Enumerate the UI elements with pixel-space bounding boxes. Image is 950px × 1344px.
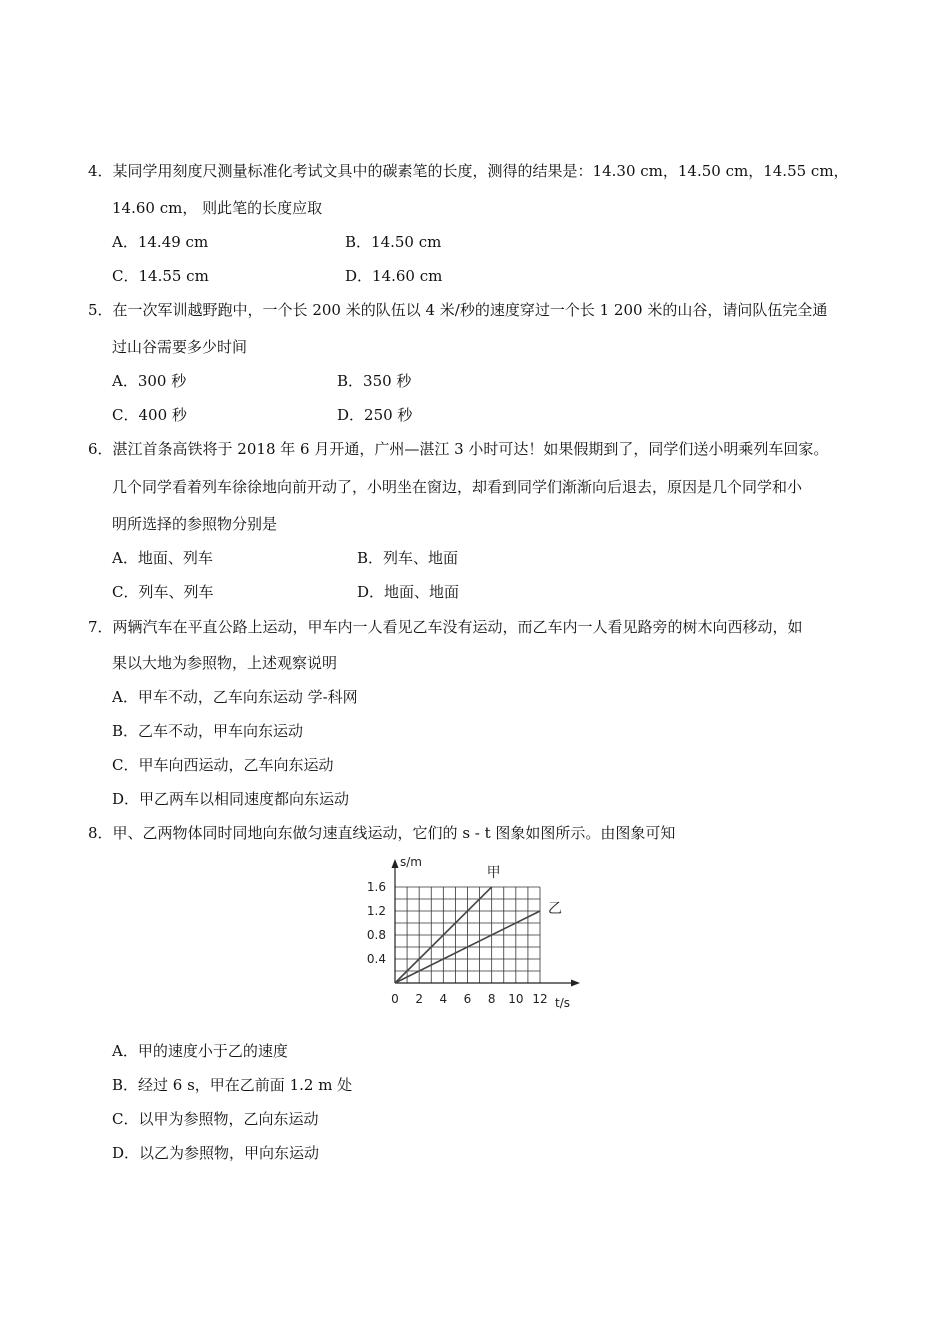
y-tick-label: 0.4	[366, 952, 386, 966]
st-graph	[355, 855, 590, 1015]
q7-option-a: A．甲车不动，乙车向东运动 学-科网	[112, 688, 358, 706]
q7-stem-line-2: 果以大地为参照物，上述观察说明	[112, 654, 338, 672]
q4-option-c: C．14.55 cm	[112, 267, 209, 285]
q8-option-b: B．经过 6 s，甲在乙前面 1.2 m 处	[112, 1076, 353, 1094]
q4-stem-line-1: 4．某同学用刻度尺测量标准化考试文具中的碳素笔的长度，测得的结果是：14.30 cm，14.50 cm，14.55 cm，	[88, 162, 849, 180]
q6-stem-line-1: 6．湛江首条高铁将于 2018 年 6 月开通，广州—湛江 3 小时可达！如果假期到了，同学们送小明乘列车回家。	[88, 440, 829, 458]
q5-option-a: A．300 秒	[112, 372, 187, 390]
x-tick-label: 10	[508, 992, 524, 1006]
q6-option-d: D．地面、地面	[357, 583, 460, 601]
x-tick-label: 12	[532, 992, 548, 1006]
q8-option-a: A．甲的速度小于乙的速度	[112, 1042, 288, 1060]
series-label-yi: 乙	[548, 901, 562, 917]
q5-stem-line-2: 过山谷需要多少时间	[112, 338, 248, 356]
q8-stem-line-1: 8．甲、乙两物体同时同地向东做匀速直线运动，它们的 s - t 图象如图所示。由图象可知	[88, 824, 676, 842]
q6-option-a: A．地面、列车	[112, 549, 213, 567]
x-tick-label: 8	[487, 992, 496, 1006]
series-label-jia: 甲	[486, 865, 501, 881]
q6-option-b: B．列车、地面	[357, 549, 459, 567]
y-tick-label: 1.2	[366, 904, 386, 918]
q5-option-b: B．350 秒	[337, 372, 412, 390]
q4-option-d: D．14.60 cm	[345, 267, 443, 285]
x-axis-arrow	[571, 980, 580, 987]
q7-option-b: B．乙车不动，甲车向东运动	[112, 722, 304, 740]
x-tick-label: 6	[463, 992, 472, 1006]
q8-option-d: D．以乙为参照物，甲向东运动	[112, 1144, 320, 1162]
q4-option-a: A．14.49 cm	[112, 233, 209, 251]
y-axis-arrow	[392, 859, 399, 868]
chart-grid	[395, 887, 540, 983]
q5-stem-line-1: 5．在一次军训越野跑中，一个长 200 米的队伍以 4 米/秒的速度穿过一个长 1 200 米的山谷，请问队伍完全通	[88, 301, 828, 319]
q7-stem-line-1: 7．两辆汽车在平直公路上运动，甲车内一人看见乙车没有运动，而乙车内一人看见路旁的树木向西移动，如	[88, 618, 803, 636]
y-tick-label: 0.8	[366, 928, 386, 942]
q5-option-c: C．400 秒	[112, 406, 187, 424]
q4-stem-line-2: 14.60 cm， 则此笔的长度应取	[112, 199, 323, 217]
x-axis-label: t/s	[555, 996, 570, 1010]
chart-series	[395, 865, 562, 983]
q6-option-c: C．列车、列车	[112, 583, 214, 601]
y-axis-label: s/m	[400, 855, 422, 869]
q8-option-c: C．以甲为参照物，乙向东运动	[112, 1110, 319, 1128]
q6-stem-line-2: 几个同学看着列车徐徐地向前开动了，小明坐在窗边，却看到同学们渐渐向后退去，原因是几个同学和小	[112, 478, 803, 496]
q7-option-d: D．甲乙两车以相同速度都向东运动	[112, 790, 350, 808]
x-tick-label: 4	[439, 992, 448, 1006]
q6-stem-line-3: 明所选择的参照物分别是	[112, 515, 278, 533]
q5-option-d: D．250 秒	[337, 406, 413, 424]
x-tick-label: 2	[415, 992, 423, 1006]
x-tick-label: 0	[391, 992, 399, 1006]
q7-option-c: C．甲车向西运动，乙车向东运动	[112, 756, 334, 774]
q4-option-b: B．14.50 cm	[345, 233, 442, 251]
y-tick-label: 1.6	[366, 880, 386, 894]
